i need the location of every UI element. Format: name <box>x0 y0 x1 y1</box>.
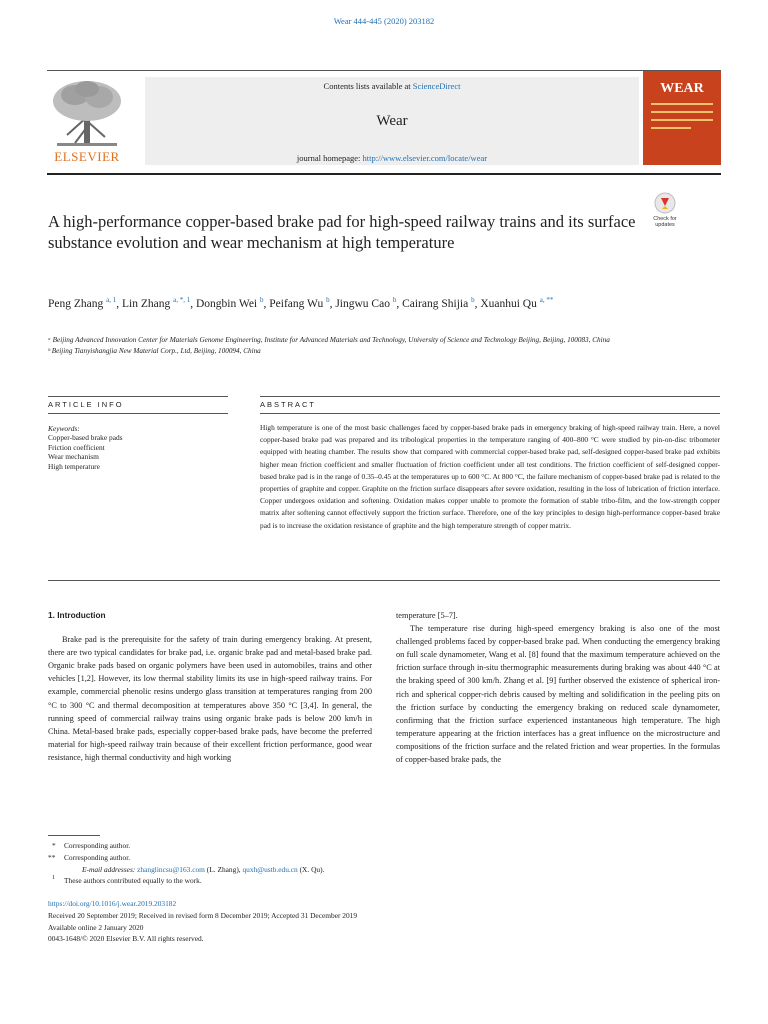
article-info-heading: ARTICLE INFO <box>48 400 124 409</box>
check-for-updates-badge[interactable] <box>650 192 680 228</box>
author-name: Peng Zhang <box>48 297 104 310</box>
author-affiliation-mark[interactable]: b <box>260 296 264 304</box>
affiliation-b: ᵇ Beijing Tianyishangjia New Material Corp., Ltd, Beijing, 100094, China <box>48 347 261 355</box>
doi-link[interactable]: https://doi.org/10.1016/j.wear.2019.203182 <box>48 899 177 908</box>
email-owner: (L. Zhang), <box>204 864 243 874</box>
homepage-label: journal homepage: <box>296 153 363 163</box>
email-link-qu[interactable]: quxh@ustb.edu.cn <box>242 864 298 874</box>
keyword-item: Friction coefficient <box>48 442 105 452</box>
author[interactable] <box>480 298 553 310</box>
journal-name: Wear <box>376 113 408 129</box>
check-updates-icon <box>654 192 676 214</box>
footnote-divider <box>48 835 100 836</box>
author[interactable] <box>335 298 396 310</box>
author[interactable] <box>269 298 329 310</box>
author-separator: , <box>263 297 270 310</box>
author-separator: , <box>116 297 122 310</box>
footnote-text: Corresponding author. <box>64 841 131 850</box>
author-name: Dongbin Wei <box>195 297 258 310</box>
author-affiliation-mark[interactable]: b <box>471 296 475 304</box>
badge-line-1: Check for <box>653 216 677 222</box>
author-affiliation-mark[interactable]: a, *, 1 <box>173 296 191 304</box>
journal-homepage-link[interactable]: http://www.elsevier.com/locate/wear <box>362 153 488 163</box>
body-right-column <box>396 609 720 766</box>
footnote-text: These authors contributed equally to the work. <box>64 876 202 886</box>
journal-homepage <box>145 153 639 163</box>
footnote-text: Corresponding author. <box>64 852 131 862</box>
info-divider <box>48 413 228 414</box>
email-link-zhang[interactable]: zhanglincsu@163.com <box>137 864 205 874</box>
author[interactable] <box>402 298 475 310</box>
author-name: Lin Zhang <box>122 297 171 310</box>
abstract-bottom-divider <box>48 580 720 581</box>
online-date: Available online 2 January 2020 <box>48 922 144 932</box>
article-title: A high-performance copper-based brake pad for high-speed railway trains and its surface substance evolution and wear mechanism at high temperature <box>48 212 636 252</box>
author-name: Cairang Shijia <box>402 297 469 310</box>
author-name: Peifang Wu <box>269 297 324 310</box>
author-affiliation-mark[interactable]: a, 1 <box>106 296 117 304</box>
author-affiliation-mark[interactable]: a, ** <box>539 296 554 304</box>
header-divider <box>47 173 721 175</box>
section-heading-introduction: 1. Introduction <box>48 610 106 620</box>
email-label: E-mail addresses: <box>82 864 138 874</box>
author-separator: , <box>474 297 481 310</box>
footnote-equal-contribution: 1 These authors contributed equally to the work. <box>52 875 202 886</box>
abstract-divider <box>260 396 720 397</box>
author-separator: , <box>396 297 403 310</box>
abstract-heading: ABSTRACT <box>260 400 317 409</box>
body-paragraph: Brake pad is the prerequisite for the safety of train during emergency braking. At present, there are two typical candidates for brake pad, i.e. organic brake pad and metal-based brake pad. Organic brake pads based on organic polymers have been used in automobiles, trains and other vehicles [1,2]. However, its low thermal stability limits its use in high-speed railway trains. For example, commercial phenolic resins undergo glass transition at temperatures ranging from 200 °C to 300 °C and thermal decomposition at temperatures above 350 °C [3,4]. In general, the running speed of commercial railway trains using organic brake pads is below 200 km/h in China. Metal-based brake pads, especially copper-based brake pads, have become the preferred material for high-speed railway train because of their excellent friction performance, good wear resistance, high thermal conductivity and high working <box>48 635 372 762</box>
keyword-item: High temperature <box>48 461 100 471</box>
elsevier-tree-icon <box>47 77 127 149</box>
keyword-item: Wear mechanism <box>48 452 99 462</box>
abstract-divider <box>260 413 720 414</box>
info-divider <box>48 396 228 397</box>
body-paragraph-continuation: temperature [5–7]. <box>396 611 458 620</box>
journal-citation-link[interactable]: Wear 444-445 (2020) 203182 <box>333 16 435 26</box>
copyright-notice: 0043-1648/© 2020 Elsevier B.V. All rights reserved. <box>48 934 204 944</box>
keywords-block <box>48 424 228 471</box>
author-affiliation-mark[interactable]: b <box>326 296 330 304</box>
keywords-label: Keywords: <box>48 424 80 433</box>
email-owner: (X. Qu). <box>297 864 325 874</box>
footnote-emails <box>48 864 448 876</box>
elsevier-logo[interactable] <box>47 77 127 165</box>
journal-header <box>47 70 721 171</box>
author-affiliation-mark[interactable]: b <box>392 296 397 304</box>
received-dates: Received 20 September 2019; Received in revised form 8 December 2019; Accepted 31 December 2019 <box>48 910 358 920</box>
keyword-item: Copper-based brake pads <box>48 433 123 443</box>
author-name: Jingwu Cao <box>335 297 390 310</box>
affiliations <box>48 335 658 357</box>
contents-availability <box>145 81 639 91</box>
author[interactable] <box>196 298 264 310</box>
elsevier-wordmark: ELSEVIER <box>54 149 120 164</box>
cover-decoration <box>651 119 713 121</box>
author-separator: , <box>190 297 196 310</box>
author-separator: , <box>329 297 336 310</box>
body-paragraph: The temperature rise during high-speed emergency braking is also one of the most challenged problems faced by copper-based brake pad. When conducting the emergency braking on full scale dynamometer, Wang et al. [8] found that the maximum temperature achieved on the friction surface through in-situ thermographic measurements during braking was about 440 °C at the braking speed of 300 km/h. Zhang et al. [9] further observed the existence of spherical iron-rich and spherical copper-rich debris caused by melting and solidification in the peeling pits on the friction surface by conducting the emergency braking on reduced scale dynamometer, confirming that the friction surface experienced instantaneous high temperature. The high temperature appearing at the friction interfaces has a great influence on the microstructure and compositions of the friction surface and the related friction and wear properties. In the formulas of copper-based brake pads, the <box>396 624 720 765</box>
cover-decoration <box>651 103 713 105</box>
sciencedirect-link[interactable]: ScienceDirect <box>412 81 461 91</box>
footnotes <box>48 840 448 887</box>
journal-info-box <box>145 77 639 165</box>
journal-cover-image[interactable] <box>643 71 721 165</box>
author[interactable] <box>48 298 116 310</box>
badge-line-2: updates <box>655 222 675 228</box>
body-left-column <box>48 609 372 764</box>
cover-decoration <box>651 111 713 113</box>
publication-info <box>48 898 508 945</box>
footnote-corresponding-1: * Corresponding author. <box>52 841 131 850</box>
contents-prefix: Contents lists available at <box>323 81 413 91</box>
affiliation-a: ᵃ Beijing Advanced Innovation Center for Materials Genome Engineering, Institute for Advanced Materials and Technology, University of Science and Technology Beijing, Beijing, 100083, China <box>48 336 610 344</box>
abstract-text: High temperature is one of the most basic challenges faced by copper-based brake pads in emergency braking of high-speed railway train. Here, a novel copper-based brake pad was prepared and its tribological properties in the temperature ranging of 400–800 °C were studied by pin-on-disc tribometer equipped with heating chamber. The results show that compared with commercial copper-based brake pad, self-designed copper-based brake pad exhibits higher mean friction coefficient and smaller fluctuation of friction coefficient under all test conditions. The friction coefficient of self-designed copper-based brake pad is in the range of 0.35–0.45 at the temperatures up to 600 °C. At 800 °C, the failure mechanism of copper-based brake pad is related to the properties of graphite and copper. Graphite on the friction surface disappears after severe oxidation, resulting in the loss of lubrication of friction interface. Copper undergoes oxidation and softening. Oxidation makes copper unable to promote the formation of stable tribo-film, and the low-strength copper matrix after softening cannot effectively support the friction surface. Therefore, one of the key principles to design high-performance copper-based brake pad is to increase the oxidation resistance of graphite and the high temperature strength of copper matrix. <box>260 423 720 530</box>
cover-decoration <box>651 127 691 129</box>
cover-title: WEAR <box>660 81 704 96</box>
footnote-corresponding-2: ** Corresponding author. <box>48 852 131 862</box>
author[interactable] <box>122 298 190 310</box>
author-name: Xuanhui Qu <box>480 297 537 310</box>
author-list <box>48 292 678 313</box>
